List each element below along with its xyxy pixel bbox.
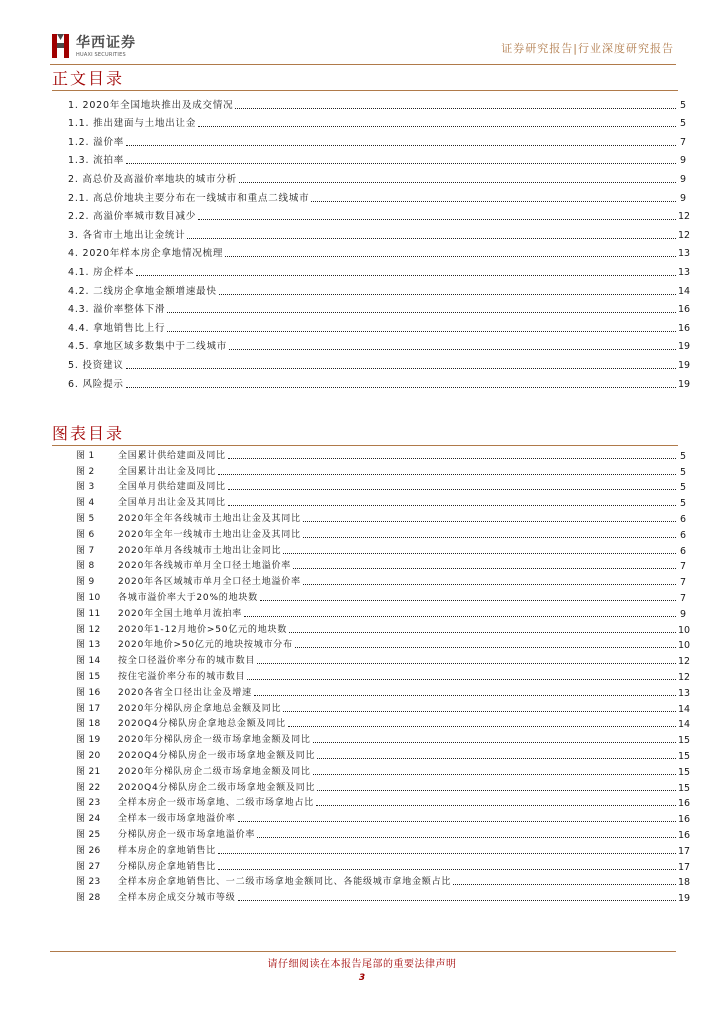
figure-entry-page: 6 <box>679 513 686 525</box>
dot-leader <box>238 899 676 901</box>
figure-entry[interactable] <box>62 841 691 857</box>
figure-entry-label: 2020年分梯队房企拿地总金额及同比 <box>118 703 282 714</box>
toc-entry[interactable] <box>62 260 691 279</box>
figure-entry-page: 17 <box>678 861 691 873</box>
figure-entry-page: 7 <box>679 577 686 589</box>
figure-entry-number: 图 9 <box>76 577 95 588</box>
figure-entry-label: 2020年全年一线城市土地出让金及其同比 <box>118 529 301 540</box>
toc-entry-page: 5 <box>679 118 686 130</box>
figure-entry[interactable] <box>62 478 686 494</box>
figure-entry-number: 图 27 <box>76 861 101 872</box>
legal-disclaimer: 请仔细阅读在本报告尾部的重要法律声明 <box>267 959 457 970</box>
figure-entry-label: 2020年分梯队房企二级市场拿地金额及同比 <box>118 766 311 777</box>
figure-entry-label: 全样本一级市场拿地溢价率 <box>118 814 236 825</box>
figure-entry[interactable] <box>62 588 686 604</box>
figure-entry-label: 2020各省全口径出让金及增速 <box>118 687 252 698</box>
toc-entry-page: 12 <box>678 229 691 241</box>
figure-entry[interactable] <box>62 778 691 794</box>
figure-entry[interactable] <box>62 746 691 762</box>
dot-leader <box>257 836 676 838</box>
figures-title: 图表目录 <box>52 424 125 443</box>
figure-entry[interactable] <box>62 699 691 715</box>
toc-entry-page: 7 <box>679 136 686 148</box>
toc-entry-label: 2.1. 高总价地块主要分布在一线城市和重点二线城市 <box>68 192 310 204</box>
figure-entry-number: 图 26 <box>76 845 101 856</box>
dot-leader <box>187 237 676 239</box>
figure-entry[interactable] <box>62 509 686 525</box>
figure-entry-number: 图 25 <box>76 829 101 840</box>
figure-entry-page: 6 <box>679 545 686 557</box>
toc-entry-page: 9 <box>679 192 686 204</box>
dot-leader <box>228 457 676 459</box>
figure-entry-page: 12 <box>678 656 691 668</box>
figure-entry-page: 9 <box>679 608 686 620</box>
figure-entry[interactable] <box>62 651 691 668</box>
dot-leader <box>198 218 676 220</box>
figure-entry[interactable] <box>62 525 686 541</box>
toc-entry-label: 6. 风险提示 <box>68 378 124 390</box>
toc-entry[interactable] <box>62 316 691 335</box>
figure-entry-page: 7 <box>679 592 686 604</box>
toc-entry-label: 3. 各省市土地出让金统计 <box>68 229 186 241</box>
figure-entry-label: 各城市溢价率大于20%的地块数 <box>118 592 259 603</box>
figure-entry-number: 图 24 <box>76 814 101 825</box>
figure-entry-label: 2020年全年各线城市土地出让金及其同比 <box>118 513 301 524</box>
figure-entry[interactable] <box>62 636 691 652</box>
figure-entry-number: 图 20 <box>76 750 101 761</box>
dot-leader <box>293 567 676 569</box>
toc-entry[interactable] <box>62 372 691 391</box>
figure-entry-page: 13 <box>678 687 691 699</box>
figure-entry-label: 按住宅溢价率分布的城市数目 <box>118 671 246 682</box>
figure-entry-page: 15 <box>678 735 691 747</box>
dot-leader <box>317 789 676 791</box>
toc-entry[interactable] <box>62 353 691 372</box>
toc-entry[interactable] <box>62 93 686 112</box>
figure-entry-label: 2020年单月各线城市土地出让金同比 <box>118 545 282 556</box>
figure-entry-number: 图 10 <box>76 592 101 603</box>
dot-leader <box>303 536 676 538</box>
figure-entry-page: 16 <box>678 814 691 826</box>
toc-entry-page: 16 <box>678 304 691 316</box>
toc-list <box>62 93 691 391</box>
figure-entry-page: 16 <box>678 829 691 841</box>
figure-entry-number: 图 16 <box>76 687 101 698</box>
figure-entry-number: 图 23 <box>76 798 101 809</box>
figure-entry-label: 分梯队房企一级市场拿地溢价率 <box>118 829 256 840</box>
dot-leader <box>453 883 676 885</box>
page-header <box>0 0 724 70</box>
figure-entry-page: 5 <box>679 498 686 510</box>
toc-entry-label: 5. 投资建议 <box>68 359 124 371</box>
dot-leader <box>289 631 676 633</box>
dot-leader <box>238 820 676 822</box>
dot-leader <box>313 741 676 743</box>
figure-entry-number: 图 7 <box>76 545 95 556</box>
dot-leader <box>283 710 676 712</box>
toc-entry[interactable] <box>62 205 691 224</box>
figure-entry-page: 12 <box>678 671 691 683</box>
figure-list <box>62 446 691 905</box>
toc-entry-page: 9 <box>679 155 686 167</box>
figure-entry-label: 2020年全国土地单月流拍率 <box>118 608 243 619</box>
dot-leader <box>228 488 676 490</box>
toc-entry[interactable] <box>62 223 691 242</box>
page-number: 3 <box>358 973 366 983</box>
toc-entry-label: 1.2. 溢价率 <box>68 136 125 148</box>
figure-entry-label: 全样本房企拿地销售比、一二级市场拿地金额同比、各能级城市拿地金额占比 <box>118 877 452 888</box>
dot-leader <box>254 694 676 696</box>
figure-entry-number: 图 22 <box>76 782 101 793</box>
figure-entry[interactable] <box>62 888 691 905</box>
dot-leader <box>126 367 676 369</box>
figure-entry-label: 样本房企的拿地销售比 <box>118 845 217 856</box>
dot-leader <box>239 181 676 183</box>
dot-leader <box>317 757 676 759</box>
figure-entry-number: 图 2 <box>76 466 95 477</box>
toc-entry-label: 1.3. 流拍率 <box>68 155 125 167</box>
dot-leader <box>126 144 676 146</box>
dot-leader <box>257 662 676 664</box>
dot-leader <box>126 162 676 164</box>
figure-entry-page: 15 <box>678 782 691 794</box>
toc-entry-label: 2.2. 高溢价率城市数目减少 <box>68 211 197 223</box>
dot-leader <box>218 473 676 475</box>
header-divider <box>50 64 676 65</box>
toc-entry[interactable] <box>62 335 691 354</box>
figure-entry-page: 5 <box>679 450 686 462</box>
brand-name-en: HUAXI SECURITIES <box>76 52 126 58</box>
toc-entry[interactable] <box>62 186 686 205</box>
toc-entry[interactable] <box>62 279 691 298</box>
figure-entry-page: 19 <box>678 893 691 905</box>
figure-entry-number: 图 18 <box>76 719 101 730</box>
figure-entry-label: 分梯队房企拿地销售比 <box>118 861 217 872</box>
figure-entry-label: 全国累计供给建面及同比 <box>118 450 226 461</box>
dot-leader <box>244 615 676 617</box>
figure-entry-number: 图 4 <box>76 498 95 509</box>
toc-title: 正文目录 <box>52 69 125 88</box>
figure-entry-page: 5 <box>679 482 686 494</box>
figure-entry-label: 2020Q4分梯队房企一级市场拿地金额及同比 <box>118 750 316 761</box>
dot-leader <box>311 200 676 202</box>
figure-entry-number: 图 6 <box>76 529 95 540</box>
dot-leader <box>288 725 676 727</box>
dot-leader <box>313 773 676 775</box>
figure-entry-label: 2020年地价>50亿元的地块按城市分布 <box>118 640 293 651</box>
toc-entry-page: 19 <box>678 378 691 390</box>
toc-entry[interactable] <box>62 130 686 149</box>
figure-entry-page: 18 <box>678 877 691 889</box>
figure-entry-label: 2020年各区域城市单月全口径土地溢价率 <box>118 577 301 588</box>
figure-entry[interactable] <box>62 667 691 683</box>
toc-entry-label: 4.1. 房企样本 <box>68 266 135 278</box>
huaxi-logo-icon <box>50 30 72 60</box>
dot-leader <box>247 678 676 680</box>
figure-entry-number: 图 13 <box>76 640 101 651</box>
figure-entry[interactable] <box>62 809 691 826</box>
toc-entry-page: 9 <box>679 173 686 185</box>
dot-leader <box>260 599 676 601</box>
figure-entry-page: 15 <box>678 750 691 762</box>
figure-entry[interactable] <box>62 762 691 778</box>
figure-entry-label: 2020年分梯队房企一级市场拿地金额及同比 <box>118 735 311 746</box>
figure-entry-number: 图 14 <box>76 656 101 667</box>
toc-entry-label: 4.2. 二线房企拿地金额增速最快 <box>68 285 217 297</box>
figure-entry-label: 按全口径溢价率分布的城市数目 <box>118 656 256 667</box>
toc-entry-page: 13 <box>678 248 691 260</box>
figure-entry-number: 图 11 <box>76 608 101 619</box>
dot-leader <box>295 646 676 648</box>
figure-entry-page: 15 <box>678 766 691 778</box>
figure-entry[interactable] <box>62 825 691 841</box>
figure-entry[interactable] <box>62 493 686 509</box>
figure-entry-label: 全国单月供给建面及同比 <box>118 482 226 493</box>
toc-entry[interactable] <box>62 242 691 261</box>
toc-entry-page: 19 <box>678 359 691 371</box>
dot-leader <box>283 552 676 554</box>
figure-entry-page: 6 <box>679 529 686 541</box>
figure-entry-label: 2020年各线城市单月全口径土地溢价率 <box>118 561 292 572</box>
brand-name-cn: 华西证券 <box>76 35 136 51</box>
dot-leader <box>167 311 676 313</box>
figure-entry-number: 图 8 <box>76 561 95 572</box>
dot-leader <box>198 125 676 127</box>
report-type: 证券研究报告|行业深度研究报告 <box>501 42 674 55</box>
toc-entry-label: 2. 高总价及高溢价率地块的城市分析 <box>68 173 237 185</box>
toc-entry-label: 4.5. 拿地区域多数集中于二线城市 <box>68 341 228 353</box>
figure-entry-number: 图 17 <box>76 703 101 714</box>
figure-entry-page: 16 <box>678 798 691 810</box>
dot-leader <box>167 330 676 332</box>
figure-entry-page: 10 <box>678 624 691 636</box>
figure-entry[interactable] <box>62 541 686 557</box>
toc-entry-label: 4.4. 拿地销售比上行 <box>68 322 166 334</box>
figure-entry-number: 图 19 <box>76 735 101 746</box>
dot-leader <box>126 386 676 388</box>
figure-entry[interactable] <box>62 604 686 620</box>
toc-entry-label: 1. 2020年全国地块推出及成交情况 <box>68 99 234 111</box>
dot-leader <box>229 348 676 350</box>
dot-leader <box>219 293 676 295</box>
figure-entry[interactable] <box>62 730 691 747</box>
toc-entry-page: 5 <box>679 99 686 111</box>
figure-entry[interactable] <box>62 557 686 573</box>
dot-leader <box>225 255 676 257</box>
dot-leader <box>303 583 676 585</box>
toc-entry-page: 14 <box>678 285 691 297</box>
figure-entry[interactable] <box>62 462 686 478</box>
toc-entry[interactable] <box>62 298 691 317</box>
toc-entry-page: 16 <box>678 322 691 334</box>
figure-entry-page: 14 <box>678 719 691 731</box>
toc-title-divider <box>52 90 678 91</box>
figure-entry[interactable] <box>62 446 686 462</box>
toc-entry[interactable] <box>62 167 686 186</box>
figure-entry[interactable] <box>62 620 691 636</box>
dot-leader <box>303 520 676 522</box>
figure-entry-label: 2020Q4分梯队房企拿地总金额及同比 <box>118 719 286 730</box>
figure-entry-number: 图 23 <box>76 877 101 888</box>
toc-entry-page: 13 <box>678 266 691 278</box>
toc-entry-page: 12 <box>678 211 691 223</box>
figure-entry-label: 全国累计出让金及同比 <box>118 466 217 477</box>
figure-entry-number: 图 12 <box>76 624 101 635</box>
toc-entry-label: 4. 2020年样本房企拿地情况梳理 <box>68 248 224 260</box>
figure-entry-number: 图 15 <box>76 671 101 682</box>
figure-entry-number: 图 1 <box>76 450 95 461</box>
toc-entry[interactable] <box>62 112 686 131</box>
figure-entry-label: 2020Q4分梯队房企二级市场拿地金额及同比 <box>118 782 316 793</box>
figure-entry-number: 图 21 <box>76 766 101 777</box>
figure-entry-number: 图 3 <box>76 482 95 493</box>
figure-entry-page: 7 <box>679 561 686 573</box>
dot-leader <box>218 852 676 854</box>
dot-leader <box>228 504 676 506</box>
figure-entry-label: 全国单月出让金及其同比 <box>118 498 226 509</box>
figure-entry-page: 5 <box>679 466 686 478</box>
toc-entry-label: 4.3. 溢价率整体下滑 <box>68 304 166 316</box>
figure-entry[interactable] <box>62 715 691 731</box>
figure-entry-number: 图 5 <box>76 513 95 524</box>
dot-leader <box>218 868 676 870</box>
figure-entry-number: 图 28 <box>76 893 101 904</box>
toc-entry[interactable] <box>62 149 686 168</box>
figure-entry[interactable] <box>62 794 691 810</box>
figure-entry-page: 14 <box>678 703 691 715</box>
dot-leader <box>136 274 676 276</box>
figure-entry-label: 全样本房企成交分城市等级 <box>118 893 236 904</box>
figure-entry[interactable] <box>62 857 691 873</box>
figure-entry[interactable] <box>62 683 691 699</box>
dot-leader <box>235 107 676 109</box>
toc-entry-page: 19 <box>678 341 691 353</box>
figure-entry-page: 17 <box>678 845 691 857</box>
figure-entry-page: 10 <box>678 640 691 652</box>
figure-entry-label: 全样本房企一级市场拿地、二级市场拿地占比 <box>118 798 315 809</box>
figure-entry[interactable] <box>62 873 691 889</box>
footer-divider <box>50 951 676 952</box>
dot-leader <box>316 804 676 806</box>
figure-entry-label: 2020年1-12月地价>50亿元的地块数 <box>118 624 288 635</box>
figure-entry[interactable] <box>62 572 686 588</box>
company-logo <box>50 30 160 66</box>
toc-entry-label: 1.1. 推出建面与土地出让金 <box>68 118 197 130</box>
